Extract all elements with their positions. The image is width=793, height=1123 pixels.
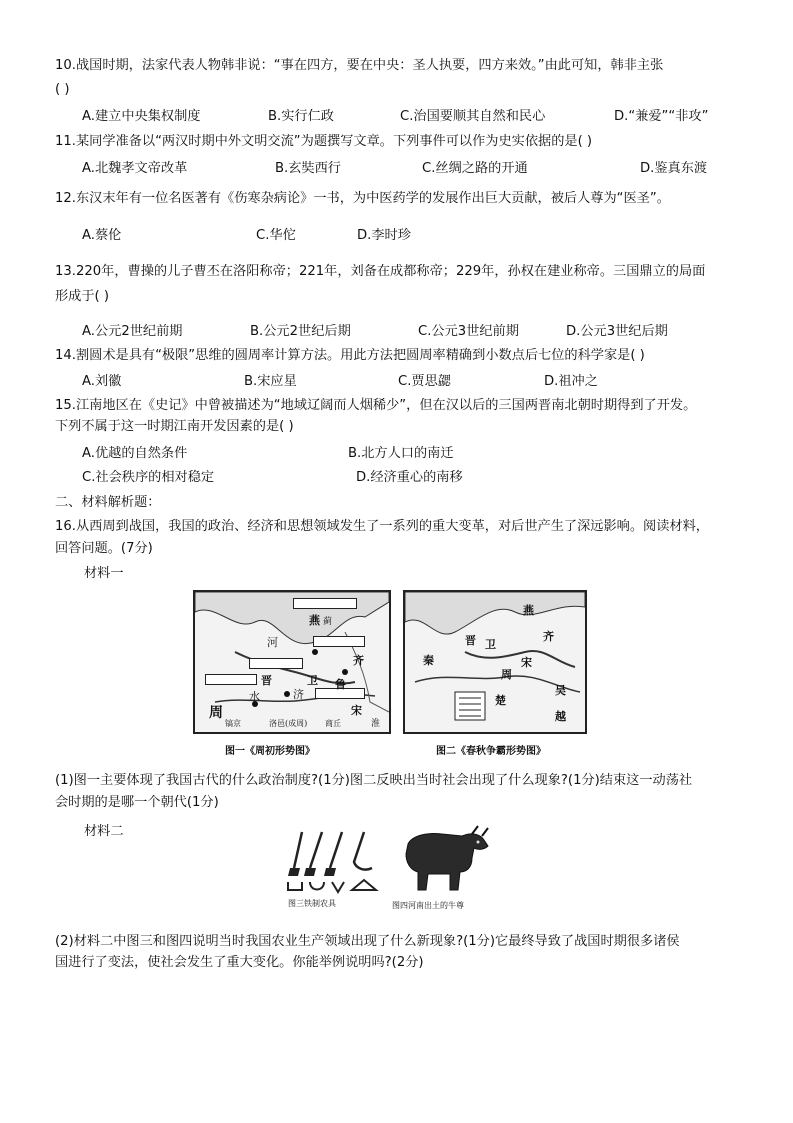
q12-option-c: C.华佗: [256, 228, 296, 243]
sub-question-2-line-1: (2)材料二中图三和图四说明当时我国农业生产领域出现了什么新现象?(1分)它最终导致了战国时期很多诸侯: [55, 934, 680, 949]
map2-label-qi: 齐: [543, 630, 554, 643]
q12-option-d: D.李时珍: [357, 228, 411, 243]
iron-tools-figure: [284, 828, 380, 908]
map2-label-chu: 楚: [495, 694, 506, 707]
q14-option-c: C.贾思勰: [398, 374, 451, 389]
q15-option-a: A.优越的自然条件: [82, 446, 188, 461]
map2-label-song: 宋: [521, 656, 532, 669]
map-label-he: 河: [267, 636, 278, 649]
map-label-jin: 晋: [261, 674, 272, 687]
map-label-shui: 水: [249, 690, 260, 703]
map-label-ji-river: 济: [293, 688, 304, 701]
q14-option-a: A.刘徽: [82, 374, 122, 389]
q10-option-a: A.建立中央集权制度: [82, 109, 201, 124]
map-zhou-early: [193, 590, 391, 734]
map-label-ji: 蓟: [323, 617, 333, 627]
map-label-wei: 卫: [307, 674, 318, 687]
map-label-song: 宋: [351, 704, 362, 717]
map-label-lu: 鲁: [335, 678, 346, 691]
map2-label-wu: 吴: [555, 684, 566, 697]
q11-option-d: D.鉴真东渡: [640, 161, 708, 176]
ox-zun-drawing: [392, 824, 492, 898]
q14-option-d: D.祖冲之: [544, 374, 598, 389]
q10-option-b: B.实行仁政: [268, 109, 334, 124]
map-legend-box: [313, 636, 365, 647]
q10-option-d: D.“兼爱”“非攻”: [614, 109, 709, 124]
map-label-zhou: 周: [209, 705, 223, 721]
iron-tools-drawing: [284, 828, 380, 894]
sub-question-1-line-1: (1)图一主要体现了我国古代的什么政治制度?(1分)图二反映出当时社会出现了什么现象?(1分)结束这一动荡社: [55, 773, 693, 788]
q15-option-b: B.北方人口的南迁: [348, 446, 454, 461]
map-legend-box: [205, 674, 257, 685]
q15-stem: 15.江南地区在《史记》中曾被描述为“地域辽阔而人烟稀少”，但在汉以后的三国两晋南北朝时期得到了开发。: [55, 398, 697, 413]
map-legend-box: [249, 658, 303, 669]
q11-option-c: C.丝绸之路的开通: [422, 161, 528, 176]
figure-three-caption: 图三铁制农具: [288, 899, 336, 908]
q13-stem: 13.220年，曹操的儿子曹丕在洛阳称帝；221年，刘备在成都称帝；229年，孙权在建业称帝。三国鼎立的局面: [55, 264, 706, 279]
q11-option-a: A.北魏孝文帝改革: [82, 161, 188, 176]
q14-stem: 14.割圆术是具有“极限”思维的圆周率计算方法。用此方法把圆周率精确到小数点后七位的科学家是( ): [55, 348, 645, 363]
q11-option-b: B.玄奘西行: [275, 161, 341, 176]
map-label-qi: 齐: [353, 654, 364, 667]
q13-stem-2: 形成于( ): [55, 289, 110, 304]
q12-stem: 12.东汉末年有一位名医著有《伤寒杂病论》一书，为中医药学的发展作出巨大贡献，被后人尊为“医圣”。: [55, 191, 670, 206]
map-label-haojing: 镐京: [225, 719, 241, 728]
sub-question-2-line-2: 国进行了变法，使社会发生了重大变化。你能举例说明吗?(2分): [55, 955, 424, 970]
q13-option-a: A.公元2世纪前期: [82, 324, 183, 339]
map-label-luoyi: 洛邑(成周): [269, 719, 308, 728]
q15-option-d: D.经济重心的南移: [356, 470, 463, 485]
figure-two-caption: 图二《春秋争霸形势图》: [436, 746, 546, 757]
material-two-label: 材料二: [84, 824, 124, 839]
q13-option-b: B.公元2世纪后期: [250, 324, 351, 339]
map2-label-yue: 越: [555, 710, 566, 723]
map2-label-yan: 燕: [523, 604, 534, 617]
map2-label-wei: 卫: [485, 638, 496, 651]
map-legend-box: [293, 598, 357, 609]
q10-option-c: C.治国要顺其自然和民心: [400, 109, 546, 124]
sub-question-1-line-2: 会时期的是哪一个朝代(1分): [55, 795, 219, 810]
q13-option-d: D.公元3世纪后期: [566, 324, 668, 339]
q15-option-c: C.社会秩序的相对稳定: [82, 470, 215, 485]
q13-option-c: C.公元3世纪前期: [418, 324, 519, 339]
map-spring-autumn: [403, 590, 587, 734]
material-one-label: 材料一: [84, 566, 124, 581]
q12-option-a: A.蔡伦: [82, 228, 122, 243]
q15-stem-2: 下列不属于这一时期江南开发因素的是( ): [55, 419, 294, 434]
figure-four-caption: 图四河南出土的牛尊: [392, 901, 464, 910]
q16-stem: 16.从西周到战国，我国的政治、经济和思想领域发生了一系列的重大变革，对后世产生了深远影响。阅读材料，: [55, 519, 709, 534]
map-label-huai: 淮: [371, 719, 381, 729]
q16-stem-2: 回答问题。(7分): [55, 541, 153, 556]
q10-blank: ( ): [55, 82, 70, 97]
map-label-shangqiu: 商丘: [325, 719, 341, 728]
map2-label-jin: 晋: [465, 634, 476, 647]
map-label-yan: 燕: [309, 614, 320, 627]
map2-label-zhou: 周: [501, 668, 512, 681]
figure-one-caption: 图一《周初形势图》: [225, 746, 315, 757]
map2-label-qin: 秦: [423, 654, 434, 667]
q14-option-b: B.宋应星: [244, 374, 297, 389]
ox-zun-figure: [392, 824, 492, 910]
q11-stem: 11.某同学准备以“两汉时期中外文明交流”为题撰写文章。下列事件可以作为史实依据的是( ): [55, 134, 593, 149]
section-heading: 二、材料解析题：: [55, 495, 161, 510]
q10-stem: 10.战国时期，法家代表人物韩非说：“事在四方，要在中央：圣人执要，四方来效。”由此可知，韩非主张: [55, 58, 664, 73]
